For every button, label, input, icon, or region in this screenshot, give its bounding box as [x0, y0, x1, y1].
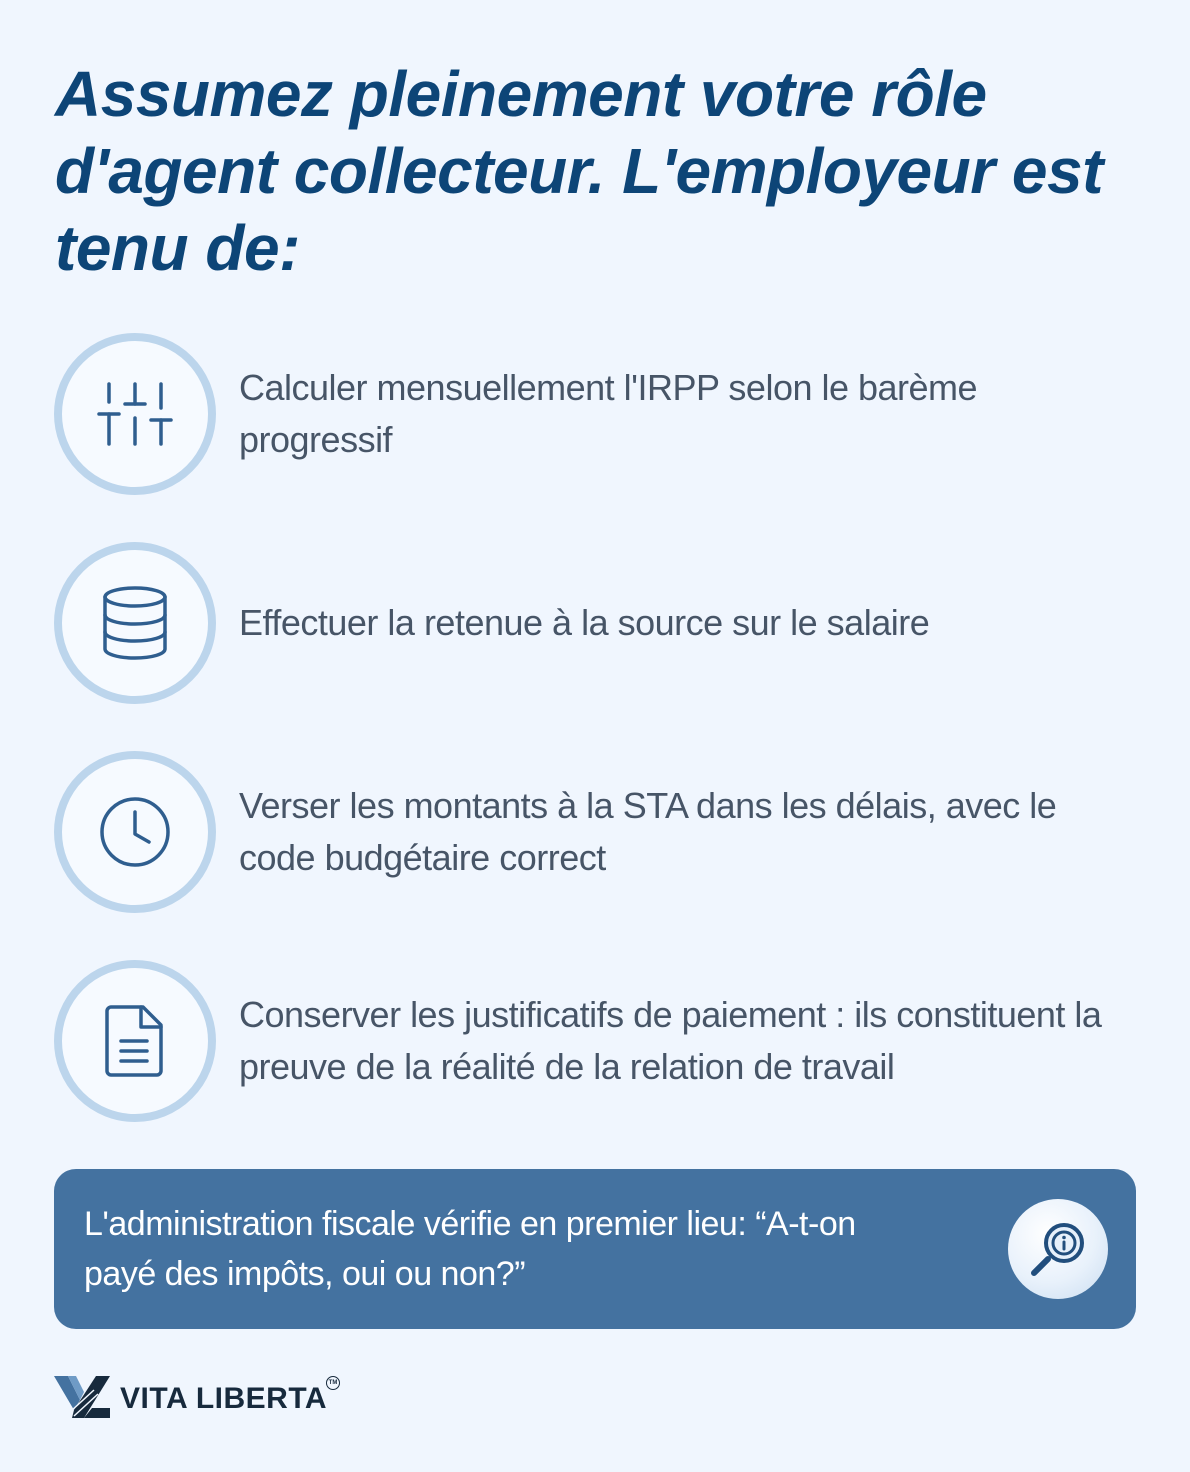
item-text: Conserver les justificatifs de paiement : ils constituent la preuve de la réalité de la relation de travail	[239, 994, 1102, 1087]
database-icon	[97, 585, 173, 661]
item-text: Verser les montants à la STA dans les délais, avec le code budgétaire correct	[239, 785, 1057, 878]
page-title: Assumez pleinement votre rôle d'agent collecteur. L'employeur est tenu de:	[55, 58, 1103, 284]
banner-text: L'administration fiscale vérifie en premier lieu: “A-t-on payé des impôts, oui ou non?”	[84, 1205, 856, 1293]
icon-circle	[54, 333, 216, 495]
list-item	[54, 960, 1144, 1122]
trademark-badge: TM	[326, 1376, 340, 1390]
info-badge	[1008, 1199, 1108, 1299]
list-item	[54, 751, 1144, 913]
list-item	[54, 542, 1144, 704]
sliders-icon	[95, 374, 175, 454]
logo-text: VITA LIBERTA	[120, 1382, 328, 1415]
vita-liberta-logo-icon	[54, 1376, 110, 1418]
item-text: Calculer mensuellement l'IRPP selon le barème progressif	[239, 367, 978, 460]
item-text: Effectuer la retenue à la source sur le salaire	[239, 602, 930, 643]
document-icon	[103, 1003, 167, 1079]
clock-icon	[97, 794, 173, 870]
brand-logo	[54, 1376, 354, 1420]
icon-circle	[54, 960, 216, 1122]
info-banner	[54, 1169, 1136, 1329]
icon-circle	[54, 751, 216, 913]
icon-circle	[54, 542, 216, 704]
magnifier-info-icon	[1026, 1217, 1090, 1281]
list-item	[54, 333, 1144, 495]
